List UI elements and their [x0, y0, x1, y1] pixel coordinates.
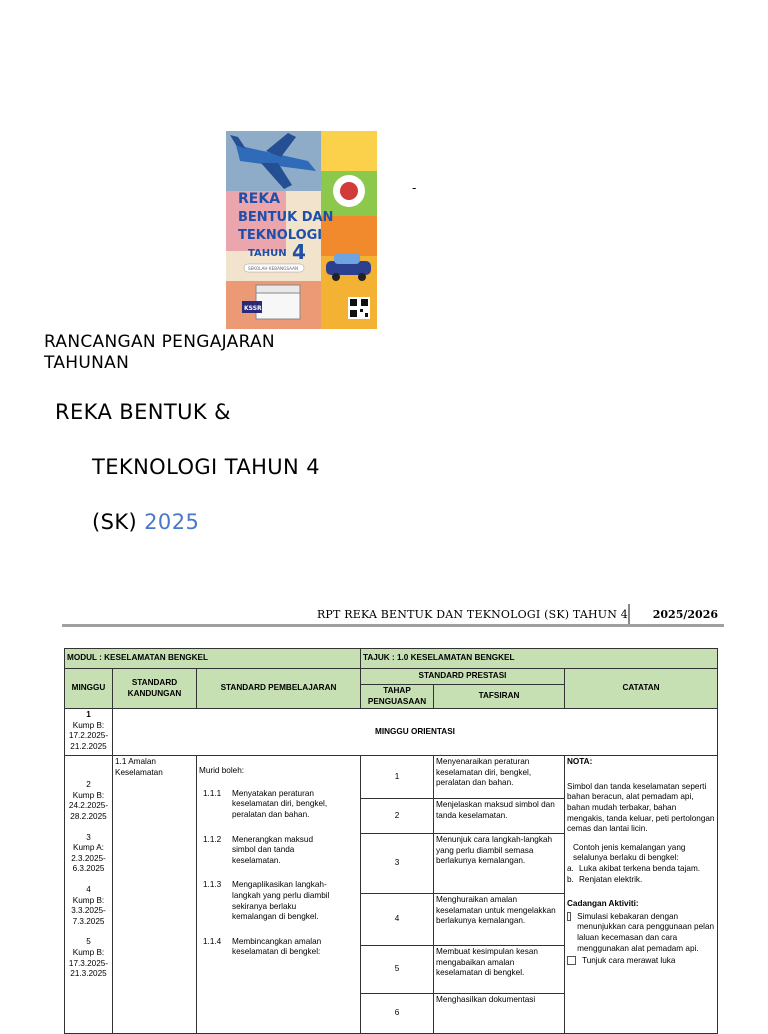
- tp-tafsiran: Menyenaraikan peraturan keselamatan diri, bengkel, peralatan dan bahan.: [434, 756, 565, 799]
- catatan-cell: [565, 756, 718, 1034]
- week-item: 5 Kump B: 17.3.2025-21.3.2025: [68, 937, 109, 979]
- checkbox-icon: [567, 912, 571, 921]
- nota-list-item: b. Renjatan elektrik.: [567, 874, 643, 884]
- plan-title: RANCANGAN PENGAJARAN TAHUNAN: [44, 332, 275, 373]
- col-standard-kandungan: STANDARD KANDUNGAN: [113, 669, 197, 709]
- col-tahap-penguasaan: TAHAP PENGUASAAN: [361, 685, 434, 709]
- col-standard-prestasi: STANDARD PRESTASI: [361, 669, 565, 685]
- nota-p2: Contoh jenis kemalangan yang selalunya berlaku di bengkel:: [573, 842, 686, 863]
- tp-level: 6: [361, 994, 434, 1034]
- tp-level: 5: [361, 946, 434, 994]
- tp-tafsiran: Menjelaskan maksud simbol dan tanda keselamatan.: [434, 799, 565, 834]
- sp-item: 1.1.4 Membincangkan amalan keselamatan di bengkel:: [203, 936, 322, 957]
- tp-tafsiran: Menghuraikan amalan keselamatan untuk mengelakkan berlakunya kemalangan.: [434, 894, 565, 946]
- kssr-badge: KSSR: [244, 305, 262, 312]
- subject-title-line-3: [92, 510, 199, 534]
- page-header: [62, 604, 724, 626]
- subject-level: (SK): [92, 510, 145, 534]
- cover-title-line-1: REKA: [238, 191, 281, 207]
- sp-item: 1.1.3 Mengaplikasikan langkah-langkah yang perlu diambil sekiranya berlaku kemalangan di bengkel.: [203, 880, 330, 922]
- cover-title-line-4: TAHUN: [248, 248, 287, 259]
- tp-level: 4: [361, 894, 434, 946]
- week-cell-orientasi: 1 Kump B: 17.2.2025-21.2.2025: [65, 709, 113, 756]
- subject-title-line-2: TEKNOLOGI TAHUN 4: [92, 455, 320, 479]
- rpt-table: [64, 648, 718, 1034]
- sp-item: 1.1.2 Menerangkan maksud simbol dan tanda keselamatan.: [203, 834, 314, 865]
- cover-level-label: SEKOLAH KEBANGSAAN: [248, 266, 299, 271]
- tp-tafsiran: Menunjuk cara langkah-langkah yang perlu diambil semasa berlakunya kemalangan.: [434, 834, 565, 894]
- col-catatan: CATATAN: [565, 669, 718, 709]
- subject-title-line-1: REKA BENTUK &: [55, 400, 231, 424]
- nota-list-item: a. Luka akibat terkena benda tajam.: [567, 863, 701, 873]
- tp-tafsiran: Membuat kesimpulan kesan mengabaikan amalan keselamatan di bengkel.: [434, 946, 565, 994]
- header-rpt-title: RPT REKA BENTUK DAN TEKNOLOGI (SK) TAHUN 4: [316, 608, 628, 621]
- tp-level: 2: [361, 799, 434, 834]
- header-separator: [628, 604, 630, 626]
- week-item: 4 Kump B: 3.3.2025-7.3.2025: [71, 884, 106, 926]
- sp-intro: Murid boleh:: [199, 766, 245, 776]
- col-minggu: MINGGU: [65, 669, 113, 709]
- weeks-cell: [65, 756, 113, 1034]
- subject-year: 2025: [144, 510, 200, 534]
- modul-cell: MODUL : KESELAMATAN BENGKEL: [65, 649, 361, 669]
- aktiviti-label: Cadangan Aktiviti:: [567, 899, 639, 909]
- sp-item: 1.1.1 Menyatakan peraturan keselamatan diri, bengkel, peralatan dan bahan.: [203, 788, 328, 819]
- aktiviti-item: Simulasi kebakaran dengan menunjukkan cara penggunaan pelan laluan kecemasan dan cara menggunakan alat pemadam api.: [567, 912, 715, 954]
- standard-pembelajaran-cell: [197, 756, 361, 1034]
- nota-p1: Simbol dan tanda keselamatan seperti bahan beracun, alat pemadam api, bahan mudah terbakar, bahan mengakis, tanda keluar, peti pertolongan cemas dan lantai licin.: [567, 781, 715, 834]
- tp-level: 3: [361, 834, 434, 894]
- nota-label: NOTA:: [567, 757, 593, 767]
- orientasi-label: MINGGU ORIENTASI: [113, 709, 718, 756]
- checkbox-icon: [567, 956, 576, 965]
- aktiviti-item: Tunjuk cara merawat luka: [567, 956, 715, 967]
- col-tafsiran: TAFSIRAN: [434, 685, 565, 709]
- cover-title-line-2: BENTUK DAN: [238, 210, 334, 225]
- tp-tafsiran: Menghasilkan dokumentasi: [434, 994, 565, 1034]
- cover-title-line-3: TEKNOLOGI: [238, 228, 323, 243]
- book-cover-image: [226, 131, 377, 329]
- tp-level: 1: [361, 756, 434, 799]
- week-item: 3 Kump A: 2.3.2025-6.3.2025: [71, 832, 106, 874]
- col-standard-pembelajaran: STANDARD PEMBELAJARAN: [197, 669, 361, 709]
- standard-kandungan-cell: 1.1 Amalan Keselamatan: [113, 756, 197, 1034]
- header-rule: [62, 624, 724, 627]
- week-item: 2 Kump B: 24.2.2025-28.2.2025: [68, 780, 109, 821]
- header-session: 2025/2026: [652, 608, 718, 621]
- stray-dash: -: [412, 181, 417, 195]
- cover-grade-numeral: 4: [292, 240, 306, 264]
- tajuk-cell: TAJUK : 1.0 KESELAMATAN BENGKEL: [361, 649, 718, 669]
